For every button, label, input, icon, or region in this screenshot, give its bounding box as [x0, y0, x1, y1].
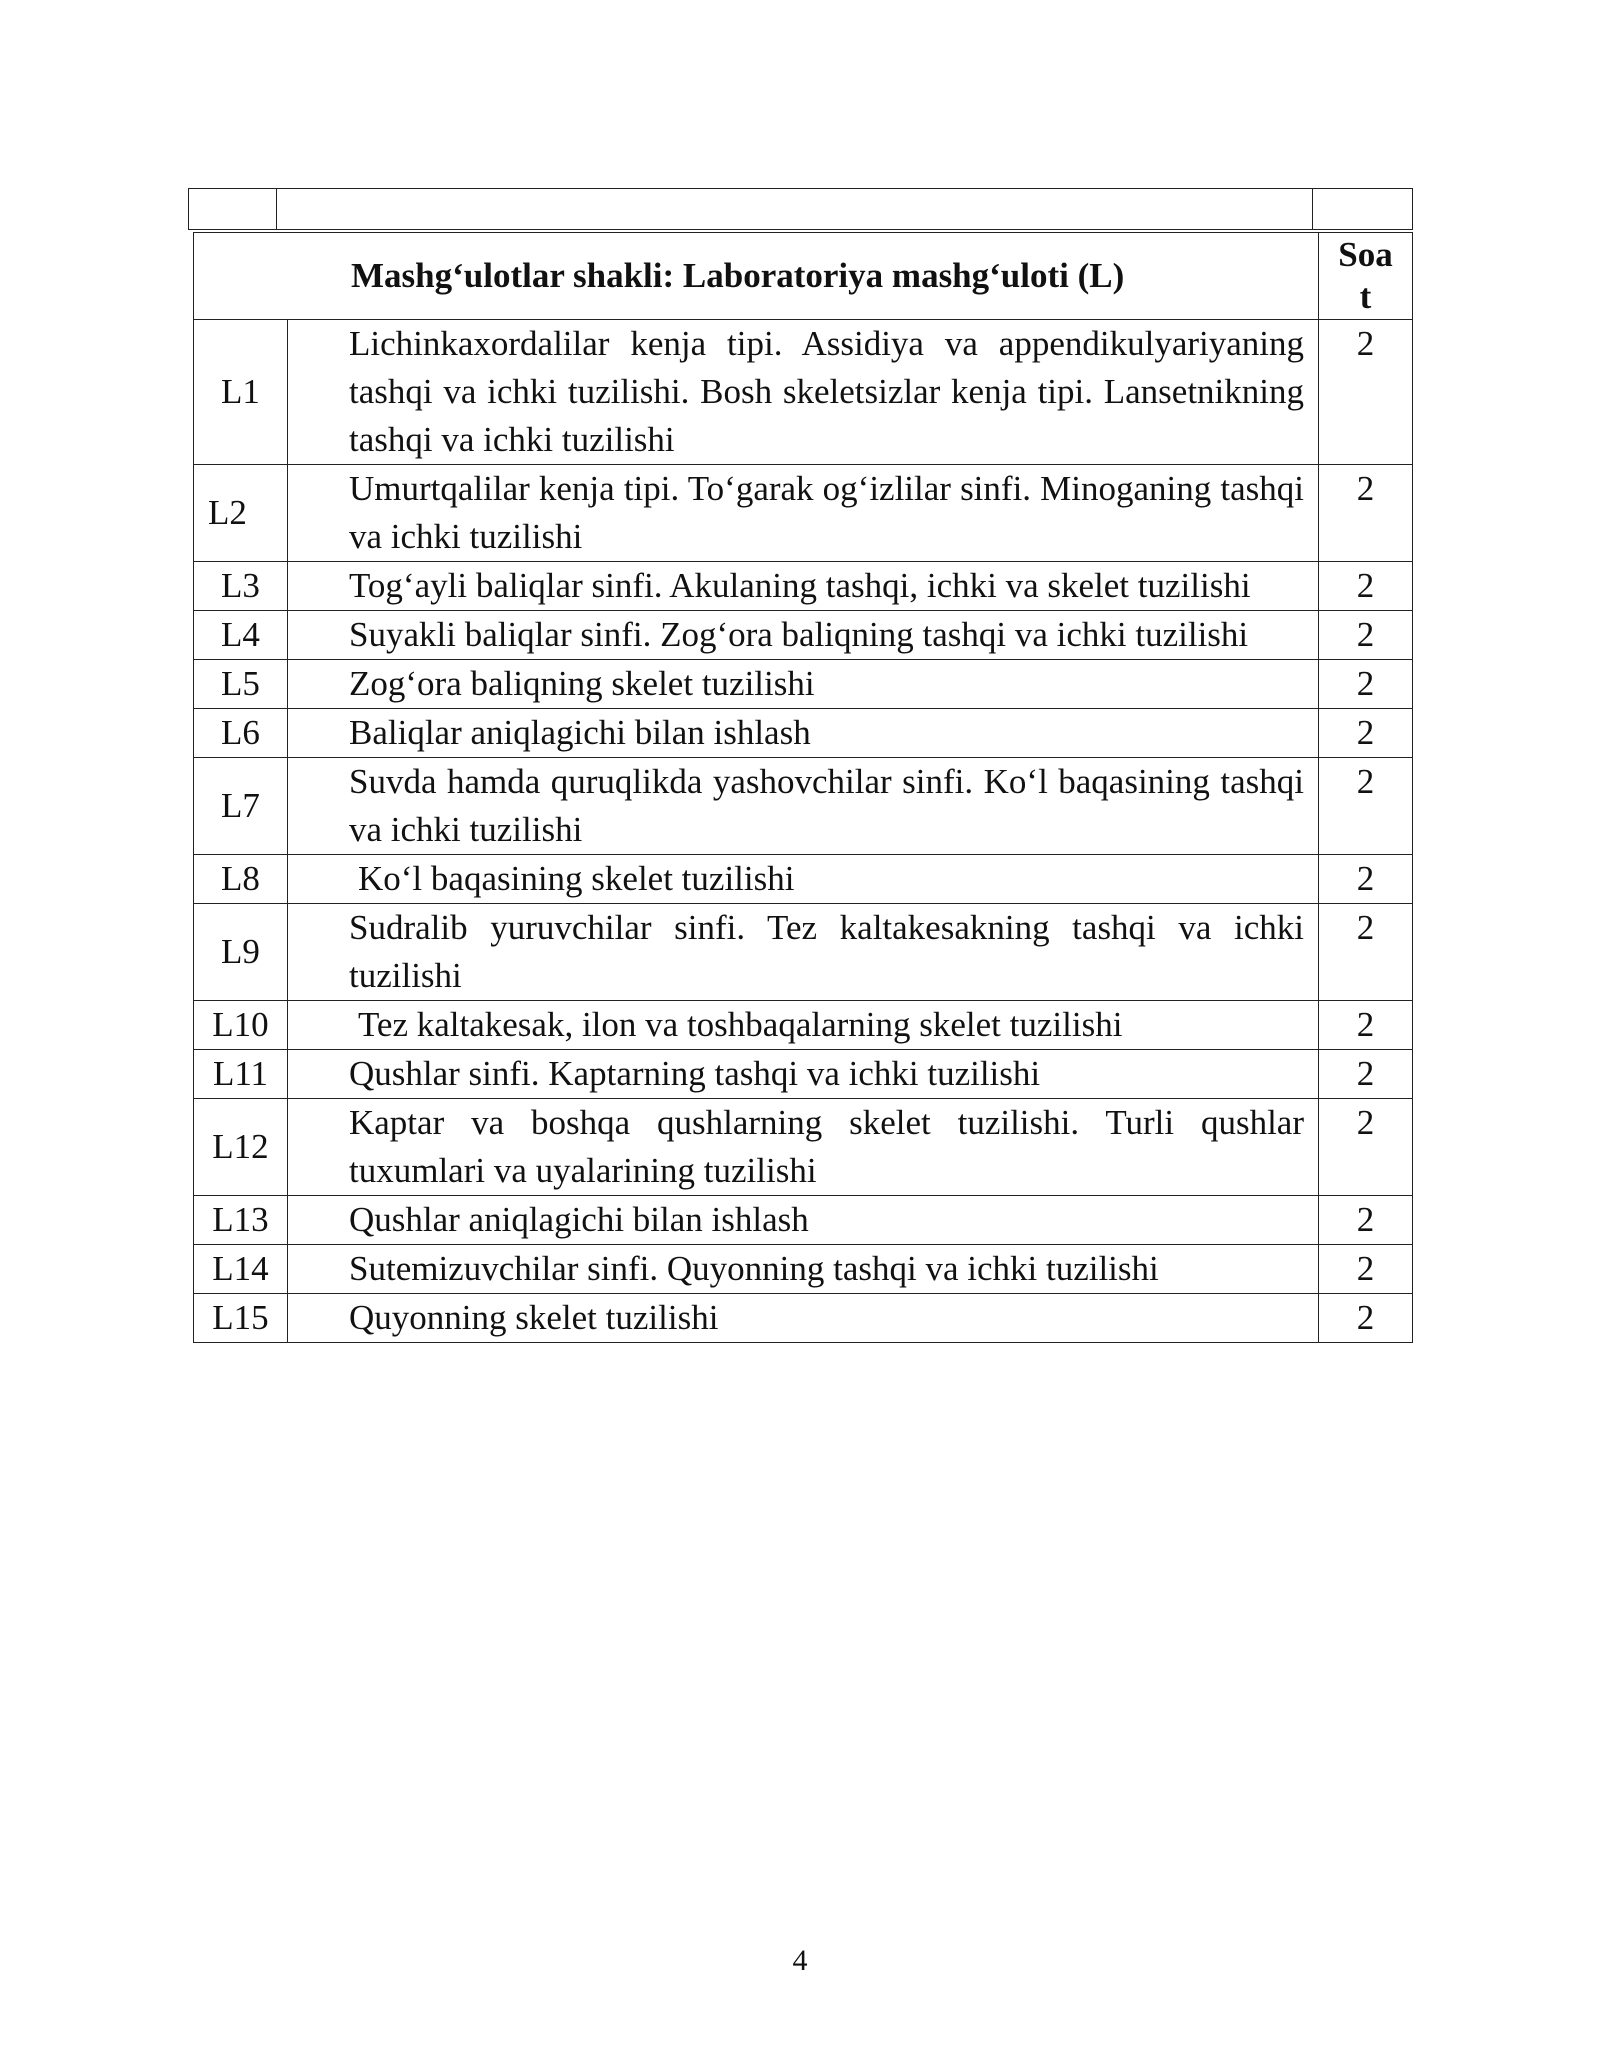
table-row [194, 660, 1413, 709]
hours-header-line1: Soa [1338, 235, 1393, 274]
hours-column-header [1319, 233, 1413, 320]
table-row [194, 465, 1413, 562]
table-row [194, 904, 1413, 1001]
row-hours: 2 [1319, 1294, 1413, 1343]
row-code: L1 [194, 320, 288, 465]
laboratory-schedule-table [193, 232, 1413, 1343]
row-topic: Ko‘l baqasining skelet tuzilishi [288, 855, 1319, 904]
row-topic: Baliqlar aniqlagichi bilan ishlash [288, 709, 1319, 758]
table-header-row [194, 233, 1413, 320]
row-code: L9 [194, 904, 288, 1001]
table-row [194, 1099, 1413, 1196]
row-code: L6 [194, 709, 288, 758]
row-code: L14 [194, 1245, 288, 1294]
row-topic: Qushlar aniqlagichi bilan ishlash [288, 1196, 1319, 1245]
table-row [194, 758, 1413, 855]
row-hours: 2 [1319, 1099, 1413, 1196]
row-topic: Kaptar va boshqa qushlarning skelet tuzilishi. Turli qushlar tuxumlari va uyalarining tuzilishi [288, 1099, 1319, 1196]
table-row [194, 1196, 1413, 1245]
row-hours: 2 [1319, 611, 1413, 660]
row-hours: 2 [1319, 465, 1413, 562]
table-row [194, 1050, 1413, 1099]
row-topic: Tez kaltakesak, ilon va toshbaqalarning skelet tuzilishi [288, 1001, 1319, 1050]
row-hours: 2 [1319, 709, 1413, 758]
empty-cell [189, 189, 277, 230]
row-topic: Quyonning skelet tuzilishi [288, 1294, 1319, 1343]
row-topic: Sutemizuvchilar sinfi. Quyonning tashqi va ichki tuzilishi [288, 1245, 1319, 1294]
row-topic: Lichinkaxordalilar kenja tipi. Assidiya va appendikulyariyaning tashqi va ichki tuzilishi. Bosh skeletsizlar kenja tipi. Lansetnikning tashqi va ichki tuzilishi [288, 320, 1319, 465]
row-hours: 2 [1319, 1245, 1413, 1294]
row-topic: Sudralib yuruvchilar sinfi. Tez kaltakesakning tashqi va ichki tuzilishi [288, 904, 1319, 1001]
row-hours: 2 [1319, 1001, 1413, 1050]
row-code: L11 [194, 1050, 288, 1099]
row-code: L8 [194, 855, 288, 904]
row-code: L5 [194, 660, 288, 709]
row-topic: Umurtqalilar kenja tipi. To‘garak og‘izlilar sinfi. Minoganing tashqi va ichki tuzilishi [288, 465, 1319, 562]
table-row [194, 1245, 1413, 1294]
row-topic: Qushlar sinfi. Kaptarning tashqi va ichki tuzilishi [288, 1050, 1319, 1099]
row-topic: Suyakli baliqlar sinfi. Zog‘ora baliqning tashqi va ichki tuzilishi [288, 611, 1319, 660]
row-code: L4 [194, 611, 288, 660]
row-code: L2 [194, 465, 288, 562]
row-code: L12 [194, 1099, 288, 1196]
page-number: 4 [792, 1944, 808, 1977]
table-row [194, 562, 1413, 611]
row-hours: 2 [1319, 1050, 1413, 1099]
row-code: L13 [194, 1196, 288, 1245]
empty-cell [1313, 189, 1413, 230]
row-hours: 2 [1319, 660, 1413, 709]
row-topic: Tog‘ayli baliqlar sinfi. Akulaning tashqi, ichki va skelet tuzilishi [288, 562, 1319, 611]
table-title: Mashg‘ulotlar shakli: Laboratoriya mashg‘uloti (L) [194, 233, 1319, 320]
empty-cell [277, 189, 1313, 230]
row-hours: 2 [1319, 758, 1413, 855]
row-hours: 2 [1319, 1196, 1413, 1245]
row-topic: Suvda hamda quruqlikda yashovchilar sinfi. Ko‘l baqasining tashqi va ichki tuzilishi [288, 758, 1319, 855]
table-row [194, 320, 1413, 465]
row-hours: 2 [1319, 855, 1413, 904]
row-code: L15 [194, 1294, 288, 1343]
table-row [194, 1001, 1413, 1050]
table-row [194, 709, 1413, 758]
row-hours: 2 [1319, 904, 1413, 1001]
row-code: L7 [194, 758, 288, 855]
row-code: L3 [194, 562, 288, 611]
row-hours: 2 [1319, 320, 1413, 465]
table-row [194, 855, 1413, 904]
table-row [194, 1294, 1413, 1343]
row-hours: 2 [1319, 562, 1413, 611]
hours-header-line2: t [1359, 277, 1372, 316]
row-topic: Zog‘ora baliqning skelet tuzilishi [288, 660, 1319, 709]
empty-header-strip [188, 188, 1413, 230]
table-row [194, 611, 1413, 660]
row-code: L10 [194, 1001, 288, 1050]
